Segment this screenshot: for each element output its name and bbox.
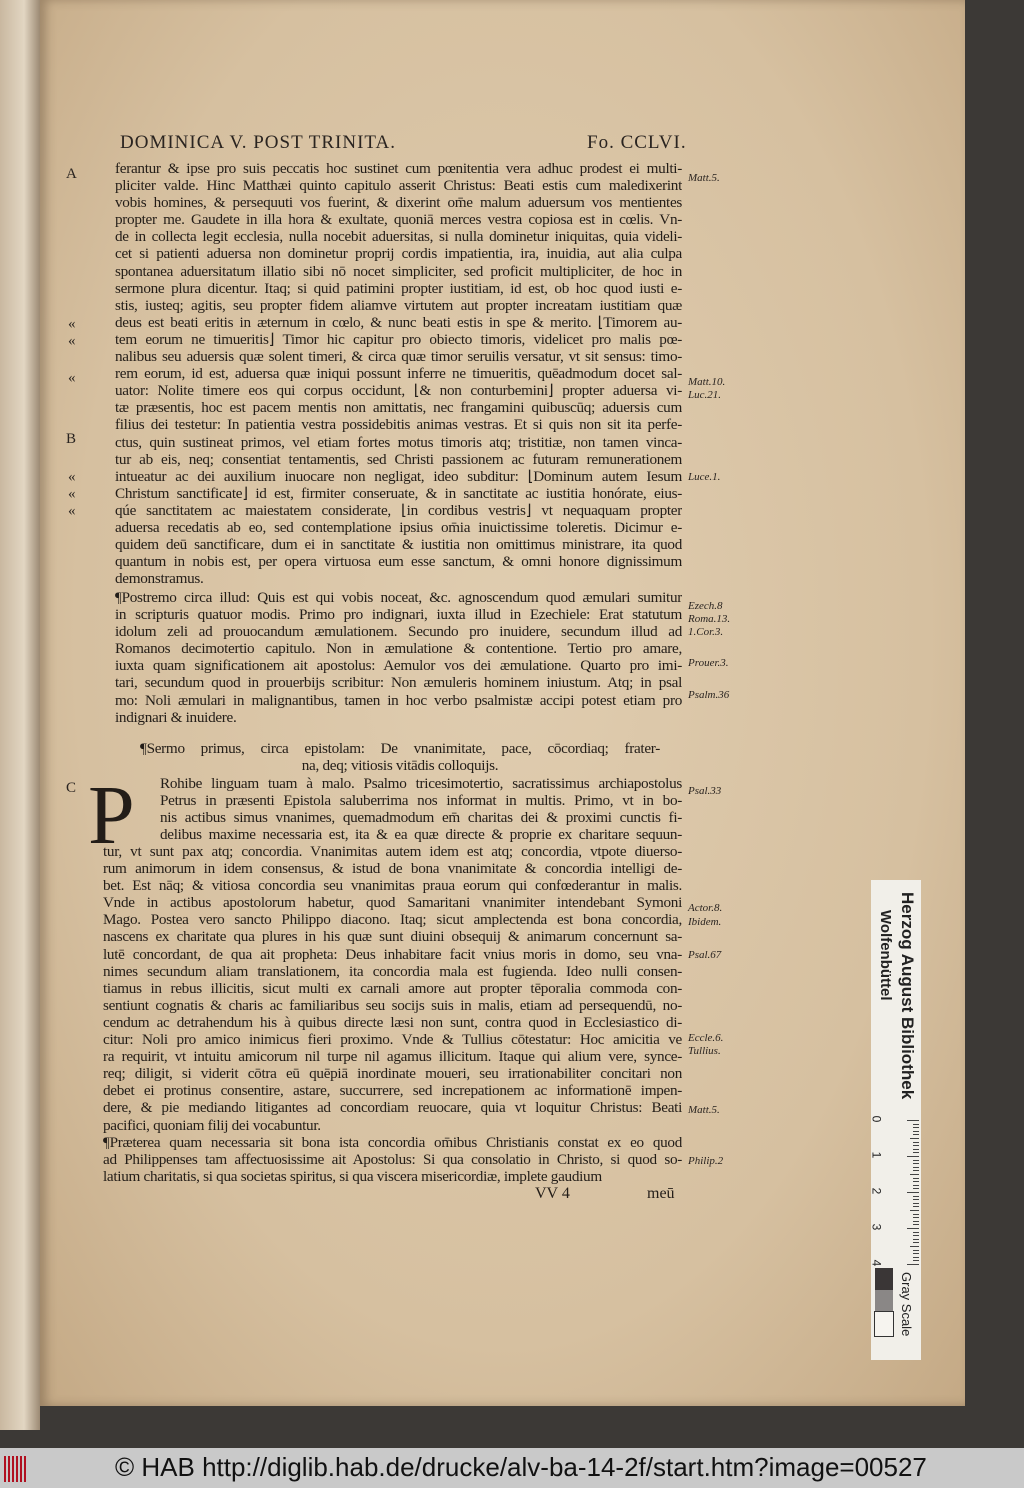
text-line: delibus maxime necessaria est, ita & ea quæ directe & proprie ex charitare sequun- <box>160 826 682 844</box>
margin-note: Luc.21. <box>688 389 721 401</box>
running-title: DOMINICA V. POST TRINITA. <box>120 132 396 153</box>
margin-note: Actor.8. <box>688 902 723 914</box>
text-line: indignari & inuidere. <box>115 708 237 726</box>
ruler-tick <box>913 1181 919 1182</box>
text-line: ra requirit, vt intuitu amicorum nil turpe nil agamus illicitum. Itaque qui alium vere, synce- <box>103 1048 682 1066</box>
gray-patch-dark <box>875 1268 893 1290</box>
text-block-2 <box>115 589 682 726</box>
ruler-tick <box>913 1167 919 1168</box>
text-line: nis actibus simus vnanimes, quemadmodum em̄ charitas dei & proximi cunctis fi- <box>160 809 682 827</box>
ruler-tick <box>910 1210 919 1211</box>
previous-page-edge <box>0 0 40 1430</box>
text-line: sentiunt cognatis & charis ac familiaribus seu socijs suis in malis, etiam ad persequendū, no- <box>103 996 682 1014</box>
text-line: tari, secundum quod in prouerbijs scribitur: Non æmuleris hominem iniustum. Atq; in psal <box>115 674 682 692</box>
ruler-number: 0 <box>869 1115 884 1123</box>
ruler-number: 3 <box>869 1223 884 1231</box>
section-marker-b: B <box>66 431 77 447</box>
text-line: cet si patienti aduersa non dominetur proprij cordis impatientia, ira, inuidia, aut alia culpa <box>115 245 682 263</box>
margin-note: Philip.2 <box>688 1155 724 1167</box>
text-line: sermone plura dicentur. Itaq; si quid patimini propter iustitiam, id est, ob hoc quod iusti e- <box>115 279 682 297</box>
gray-scale-label: Gray Scale <box>899 1272 914 1337</box>
margin-note: Matt.10. <box>688 376 726 388</box>
ruler-tick <box>913 1260 919 1261</box>
text-line: tur, vt sunt pax atq; concordia. Vnanimitas autem idem est atq; concordia, vtpote diuerso- <box>103 843 682 860</box>
page-footer-line <box>535 1185 675 1202</box>
margin-note: Ezech.8 <box>688 600 723 612</box>
margin-note: Luce.1. <box>688 471 721 483</box>
gray-patch-mid <box>875 1290 893 1312</box>
text-line: spontanea aduersitatum illatio sibi nō nocet simpliciter, sed proficit multipliciter, de hoc in <box>115 262 682 280</box>
ruler-tick <box>913 1232 919 1233</box>
ruler-tick <box>913 1217 919 1218</box>
card-institution: Herzog August Bibliothek <box>898 892 917 1100</box>
text-line: idolum zeli ad prouocandum æmulationem. Secundo pro inuidere, secundum illud ad <box>115 623 682 641</box>
quote-mark: « <box>68 503 76 519</box>
ruler-number: 4 <box>869 1259 884 1267</box>
text-line: in scripturis quatuor modis. Primo pro indignari, iuxta illud in Ezechiele: Erat statutum <box>115 606 682 624</box>
ruler-tick <box>913 1142 919 1143</box>
text-line: ad Philippenses tam affectuosissime ait Apostolus: Si qua consolatio in Christo, si quod so- <box>103 1150 682 1168</box>
ruler-tick <box>913 1170 919 1171</box>
ruler-tick <box>907 1228 919 1229</box>
text-line: vobis homines, & persequuti vos fuerint, & dixerint om̄e malum aduersum vos mentientes <box>115 194 682 212</box>
text-line: quidem deū sanctificare, dum ei in sanctitate & iustitia non omittimus ministrare, ita quod <box>115 536 682 554</box>
margin-note: Eccle.6. <box>688 1032 724 1044</box>
ruler-tick <box>913 1124 919 1125</box>
text-line: uator: Nolite timere eos qui corpus occidunt, ⌊& non conturbemini⌋ propter aduersa vi- <box>115 382 682 400</box>
text-line: nalibus seu aduersis quæ solent timeri, & circa quæ timor seruilis versatur, vt sit sensus: timo- <box>115 348 682 366</box>
ruler-tick <box>913 1131 919 1132</box>
ruler-tick <box>913 1250 919 1251</box>
text-line: aduersa recedatis ab eo, sed contemplatione ipsius om̄ia inuictissime toleretis. Dicimur e- <box>115 518 682 536</box>
text-line: nascens ex charitate qua plures in his quæ sunt diuini obsequij & animarum concernunt sa- <box>103 928 682 946</box>
sermon-title-line: ¶Sermo primus, circa epistolam: De vnanimitate, pace, cōcordiaq; frater- <box>140 740 660 757</box>
text-line: pacifici, quoniam filij dei vocabuntur. <box>103 1116 321 1134</box>
catchword: meū <box>647 1185 675 1202</box>
quote-mark: « <box>68 370 76 386</box>
text-line: mo: Noli æmulari in malignantibus, tamen in hoc verbo psalmistæ accipi potest etiam pro <box>115 691 682 709</box>
ruler-tick <box>907 1192 919 1193</box>
ruler-tick <box>913 1206 919 1207</box>
text-block-3 <box>103 843 682 1185</box>
ruler-tick <box>913 1221 919 1222</box>
text-line: quantum in nobis est, per opera virtuosa eum esse sanctum, & omni honore dignissimum <box>115 553 682 571</box>
ruler-tick <box>913 1253 919 1254</box>
margin-note: Roma.13. <box>688 613 731 625</box>
text-line: ctus, quin sustineat primos, vel etiam fortes motus timoris atq; tristitiæ, non tamen vinca- <box>115 433 682 451</box>
text-line: tem eorum ne timueritis⌋ Timor hic capitur pro obiecto timoris, videlicet pro malis pœ- <box>115 330 682 348</box>
margin-note: Psal.67 <box>688 949 722 961</box>
ruler-tick <box>907 1120 919 1121</box>
quote-mark: « <box>68 469 76 485</box>
text-line: propter me. Gaudete in illa hora & exultate, quoniā merces vestra copiosa est in cœlis. Vn- <box>115 211 682 229</box>
margin-note: Psalm.36 <box>688 689 730 701</box>
margin-note: Psal.33 <box>688 785 722 797</box>
text-line: req; diligit, si viderit cōtra eū quēpiā inordinate moueri, seu irrationabiliter concitari non <box>103 1065 682 1083</box>
text-line: dere, & pie mediando litigantes ad concordiam reuocare, quia vt loquitur Christus: Beati <box>103 1099 682 1117</box>
section-marker-c: C <box>66 780 77 796</box>
ruler-number: 2 <box>869 1187 884 1195</box>
ruler-tick <box>913 1145 919 1146</box>
text-block-1 <box>115 160 682 587</box>
ruler-tick <box>913 1163 919 1164</box>
card-city: Wolfenbüttel <box>877 910 894 1001</box>
ruler-tick <box>913 1235 919 1236</box>
text-line: ¶Præterea quam necessaria sit bona ista concordia om̄ibus Christianis constat ex eo quod <box>103 1133 682 1151</box>
text-line: iuxta quam significationem ait apostolus: Aemulor vos dei æmulatione. Quarto pro imi- <box>115 657 682 675</box>
drop-cap: P <box>88 769 135 862</box>
ruler-tick <box>910 1174 919 1175</box>
text-line: nimes secundum aliam translationem, ita concordia mala est fugienda. Ideo nulli consen- <box>103 962 682 980</box>
footer-bar <box>0 1448 1024 1488</box>
text-line: tur ab eis, neq; consentiat tentamentis, sed Christi passionem ac futuram remunerationem <box>115 450 682 468</box>
quote-mark: « <box>68 486 76 502</box>
text-line: latium charitatis, si qua societas spiritus, si qua viscera misericordiæ, implete gaudium <box>103 1167 602 1185</box>
text-line: pliciter valde. Hinc Matthæi quinto capitulo asserit Christus: Beati estis cum maledixerint <box>115 177 682 195</box>
ruler-tick <box>913 1203 919 1204</box>
text-line: tæ præsentis, hoc est pacem mentis non amittatis, nec frangamini quibuscūq; aduersis cum <box>115 399 682 417</box>
quote-mark: « <box>68 333 76 349</box>
text-line: Christum sanctificate⌋ id est, firmiter conseruate, & in sanctitate ac iustitia honórate, eius- <box>115 484 682 502</box>
ruler-tick <box>907 1156 919 1157</box>
folio-number: Fo. CCLVI. <box>587 132 687 153</box>
ruler-tick <box>907 1264 919 1265</box>
section-marker-a: A <box>66 166 77 182</box>
margin-note: Tullius. <box>688 1045 721 1057</box>
text-line: ferantur & ipse pro suis peccatis hoc sustinet cum pœnitentia vera adhuc prodest ei multi- <box>115 160 682 177</box>
text-line: qúe sanctitatem ac maiestatem considerate, ⌊in cordibus vestris⌋ vt nequaquam propter <box>115 501 682 519</box>
gray-patch-light <box>875 1312 893 1336</box>
text-line: de in collecta legit ecclesia, nulla nocebit aduersitas, si nulla dominetur iniquitas, quia videli- <box>115 228 682 246</box>
text-line: rem eorum, id est, aduersa quæ iniqui possunt inferre ne timueritis, quēadmodum docet sal- <box>115 365 682 383</box>
text-line: cendum ac detrahendum his à quibus directe læsi non sunt, contra quod in Ecclesiastico di- <box>103 1013 682 1031</box>
text-block-3-indented <box>160 775 682 843</box>
ruler-tick <box>913 1199 919 1200</box>
copyright-link[interactable]: © HAB http://diglib.hab.de/drucke/alv-ba-14-2f/start.htm?image=00527 <box>115 1452 927 1482</box>
ruler-tick <box>913 1188 919 1189</box>
ruler-tick <box>913 1224 919 1225</box>
margin-note: 1.Cor.3. <box>688 626 724 638</box>
ruler-tick <box>913 1239 919 1240</box>
ruler-tick <box>913 1152 919 1153</box>
ruler-tick <box>913 1242 919 1243</box>
signature-mark: VV 4 <box>535 1185 570 1202</box>
text-line: intueatur ac dei auxilium inuocare non negligat, ideo subditur: ⌊Dominum autem Iesum <box>115 467 682 485</box>
ruler-tick <box>913 1214 919 1215</box>
text-line: Vnde in actibus apostolorum habetur, quod Samaritani vnanimiter intendebant Symoni <box>103 894 682 912</box>
ruler-tick <box>913 1127 919 1128</box>
sermon-title <box>140 740 660 774</box>
text-line: lutē concordant, de qua ait propheta: Deus inhabitare facit vnius moris in domo, seu vna- <box>103 945 682 963</box>
text-line: filius dei testetur: In patientia vestra possidebitis animas vestras. Et si quis non sit ita perfe- <box>115 416 682 434</box>
ruler-tick <box>913 1257 919 1258</box>
text-line: demonstramus. <box>115 570 204 588</box>
ruler-tick <box>913 1185 919 1186</box>
text-line: bet. Est nāq; & vitiosa concordia seu vnanimitas praua eorum qui confœderantur in malis. <box>103 877 682 895</box>
margin-note: Matt.5. <box>688 172 720 184</box>
text-line: rum animorum in idem consensus, & istud de bona vnanimitate & concordia intelligi de- <box>103 860 682 878</box>
text-line: Rohibe linguam tuam à malo. Psalmo tricesimotertio, sacratissimus archiapostolus <box>160 775 682 792</box>
text-line: Petrus in præsenti Epistola saluberrima nos informat in multis. Primo, vt in bo- <box>160 792 682 810</box>
ruler-tick <box>913 1149 919 1150</box>
text-line: citur: Noli pro amico inimicus fieri proximo. Vnde & Tullius cōtestatur: Hoc amicitia ve <box>103 1031 682 1049</box>
text-line: ¶Postremo circa illud: Quis est qui vobis noceat, &c. agnoscendum quod æmulari sumitur <box>115 589 682 606</box>
margin-note: Ibidem. <box>688 916 722 928</box>
quote-mark: « <box>68 316 76 332</box>
color-card <box>871 880 921 1360</box>
ruler-tick <box>910 1246 919 1247</box>
ruler-tick <box>913 1178 919 1179</box>
text-line: Romanos decimotertio capitulo. Non in æmulatione & contentione. Tertio pro amare, <box>115 640 682 658</box>
margin-note: Prouer.3. <box>688 657 729 669</box>
sermon-title-line: na, deq; vitiosis vitādis colloquijs. <box>301 757 499 775</box>
ruler-tick <box>913 1134 919 1135</box>
ruler-number: 1 <box>869 1151 884 1159</box>
text-line: Mago. Postea vero sancto Philippo diacono. Itaq; sicut amplectenda est bona concordia, <box>103 911 682 929</box>
ruler-tick <box>910 1138 919 1139</box>
text-line: debet ei protinus consentire, astare, succurrere, sed increpationem ac informationē impen- <box>103 1082 682 1100</box>
text-line: stis, iusteq; agitis, seu propter fidem aliamve virtutem aut propter increatam iustitiam quæ <box>115 296 682 314</box>
ruler-tick <box>913 1160 919 1161</box>
ruler-tick <box>913 1196 919 1197</box>
margin-note: Matt.5. <box>688 1104 720 1116</box>
text-line: deus est beati eritis in æternum in cœlo, & nunc beati estis in spe & merito. ⌊Timorem au- <box>115 313 682 331</box>
hab-logo-icon <box>4 1456 26 1482</box>
text-line: tiamus in rebus illicitis, sicut multi ex carnali amore aut propter tēporalia commoda con- <box>103 979 682 997</box>
